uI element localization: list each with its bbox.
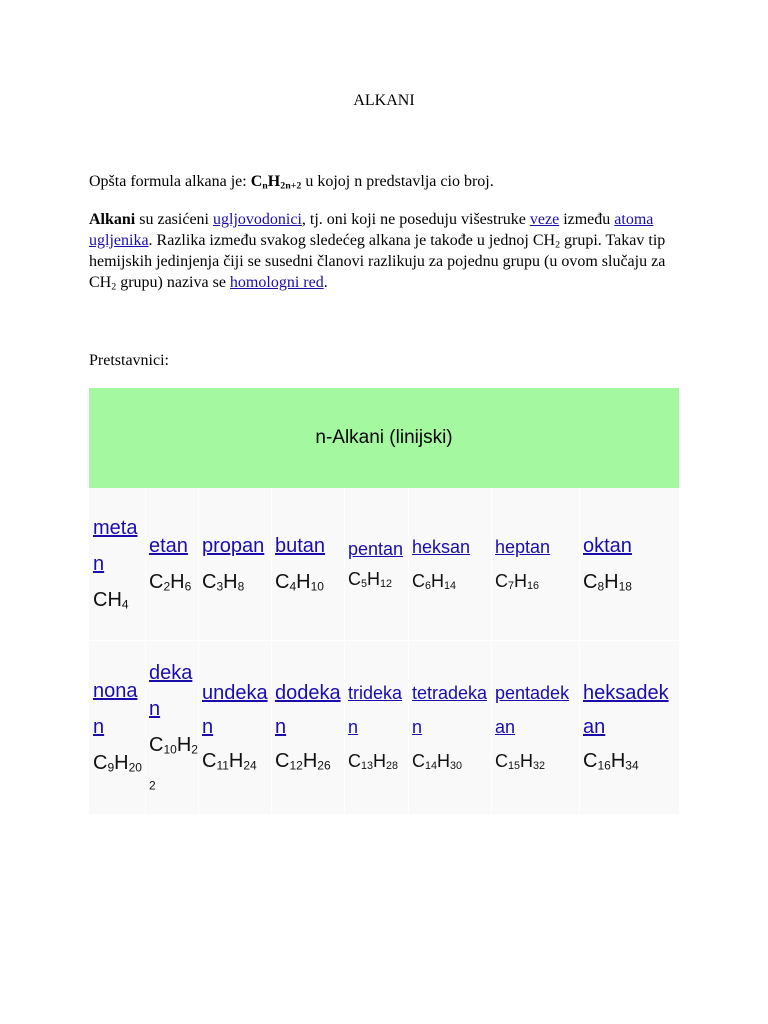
- link-homologni-red[interactable]: homologni red: [229, 274, 324, 291]
- alkane-formula: $C_6H_{14}$: [412, 571, 457, 593]
- alkane-formula: $C_5H_{12}$: [348, 569, 393, 591]
- alkane-cell: [271, 488, 344, 640]
- general-formula: $C_nH_{2n+2}$: [250, 173, 302, 192]
- alkane-formula: $C_9H_{20}$: [93, 752, 142, 775]
- alkane-cell: [89, 640, 145, 814]
- alkane-name-link[interactable]: heksan: [412, 537, 471, 557]
- alkane-cell: [408, 488, 491, 640]
- alkane-name-link[interactable]: nonan: [93, 680, 138, 738]
- link-atoma[interactable]: atoma: [614, 211, 654, 228]
- alkane-formula: $CH_4$: [93, 589, 129, 612]
- alkane-name-link[interactable]: heksadekan: [583, 682, 669, 738]
- alkane-name-link[interactable]: undekan: [202, 682, 268, 738]
- alkane-name-link[interactable]: tridekan: [348, 683, 403, 737]
- alkane-cell: [491, 488, 579, 640]
- description-paragraph: Alkani su zasićeni ugljovodonici, tj. oni koji ne poseduju višestruke veze između atoma ugljenika. Razlika između svakog sledećeg alkana je takođe u jednoj $CH_2$ grupi. Takav tip hemijskih jedinjenja čiji se susedni članovi razlikuju za pojednu grupu (u ovom slučaju za $CH_2$ grupu) naziva se homologni red.: [89, 211, 666, 293]
- alkane-name-link[interactable]: butan: [275, 535, 326, 557]
- table-header: n-Alkani (linijski): [89, 388, 679, 488]
- alkane-cell: [408, 640, 491, 814]
- alkane-cell: [145, 488, 198, 640]
- alkane-cell: [579, 640, 679, 814]
- alkane-cell: [271, 640, 344, 814]
- alkane-cell: [145, 640, 198, 814]
- link-veze[interactable]: veze: [529, 211, 560, 228]
- alkane-name-link[interactable]: heptan: [495, 537, 551, 557]
- alkane-name-link[interactable]: dekan: [149, 662, 193, 720]
- alkane-name-link[interactable]: oktan: [583, 535, 632, 557]
- alkani-bold: Alkani: [89, 211, 136, 228]
- column-divider: [145, 488, 146, 814]
- document-title: ALKANI: [353, 92, 415, 109]
- alkane-cell: [198, 488, 271, 640]
- column-divider: [491, 488, 492, 814]
- alkane-cell: [344, 640, 408, 814]
- alkane-formula: $C_{14}H_{30}$: [412, 751, 463, 773]
- alkane-name-link[interactable]: etan: [149, 535, 188, 557]
- column-divider: [579, 488, 580, 814]
- alkane-formula: $C_{15}H_{32}$: [495, 751, 546, 773]
- alkane-cell: [491, 640, 579, 814]
- alkane-formula: $C_8H_{18}$: [583, 571, 632, 594]
- alkane-cell: [89, 488, 145, 640]
- alkane-name-link[interactable]: metan: [93, 517, 138, 575]
- formula-paragraph: [89, 171, 679, 192]
- alkane-formula: $C_{12}H_{26}$: [275, 750, 331, 773]
- row-divider: [89, 640, 679, 641]
- formula-prefix: Opšta formula alkana je:: [89, 173, 251, 190]
- alkane-formula: $C_2H_6$: [149, 571, 192, 594]
- alkane-name-link[interactable]: dodekan: [275, 682, 341, 738]
- alkane-cell: [344, 488, 408, 640]
- column-divider: [344, 488, 345, 814]
- alkane-formula: $C_3H_8$: [202, 571, 245, 594]
- alkane-name-link[interactable]: propan: [202, 535, 265, 557]
- representatives-label: Pretstavnici:: [89, 352, 169, 369]
- alkane-name-link[interactable]: tetradekan: [412, 683, 488, 737]
- formula-suffix: u kojoj n predstavlja cio broj.: [301, 173, 494, 190]
- column-divider: [198, 488, 199, 814]
- alkane-formula: $C_4H_{10}$: [275, 571, 324, 594]
- column-divider: [271, 488, 272, 814]
- alkane-name-link[interactable]: pentadekan: [495, 683, 570, 737]
- link-ugljenika[interactable]: ugljenika: [89, 232, 149, 249]
- alkane-formula: $C_{16}H_{34}$: [583, 750, 639, 773]
- alkane-formula: $C_{10}H_{22}$: [149, 734, 198, 793]
- alkane-formula: $C_7H_{16}$: [495, 571, 540, 593]
- alkane-cell: [579, 488, 679, 640]
- column-divider: [408, 488, 409, 814]
- alkane-cell: [198, 640, 271, 814]
- alkane-formula: $C_{13}H_{28}$: [348, 751, 399, 773]
- alkane-formula: $C_{11}H_{24}$: [202, 750, 257, 773]
- alkane-name-link[interactable]: pentan: [348, 539, 404, 559]
- link-ugljovodonici[interactable]: ugljovodonici: [213, 211, 302, 228]
- alkane-table: [89, 388, 679, 814]
